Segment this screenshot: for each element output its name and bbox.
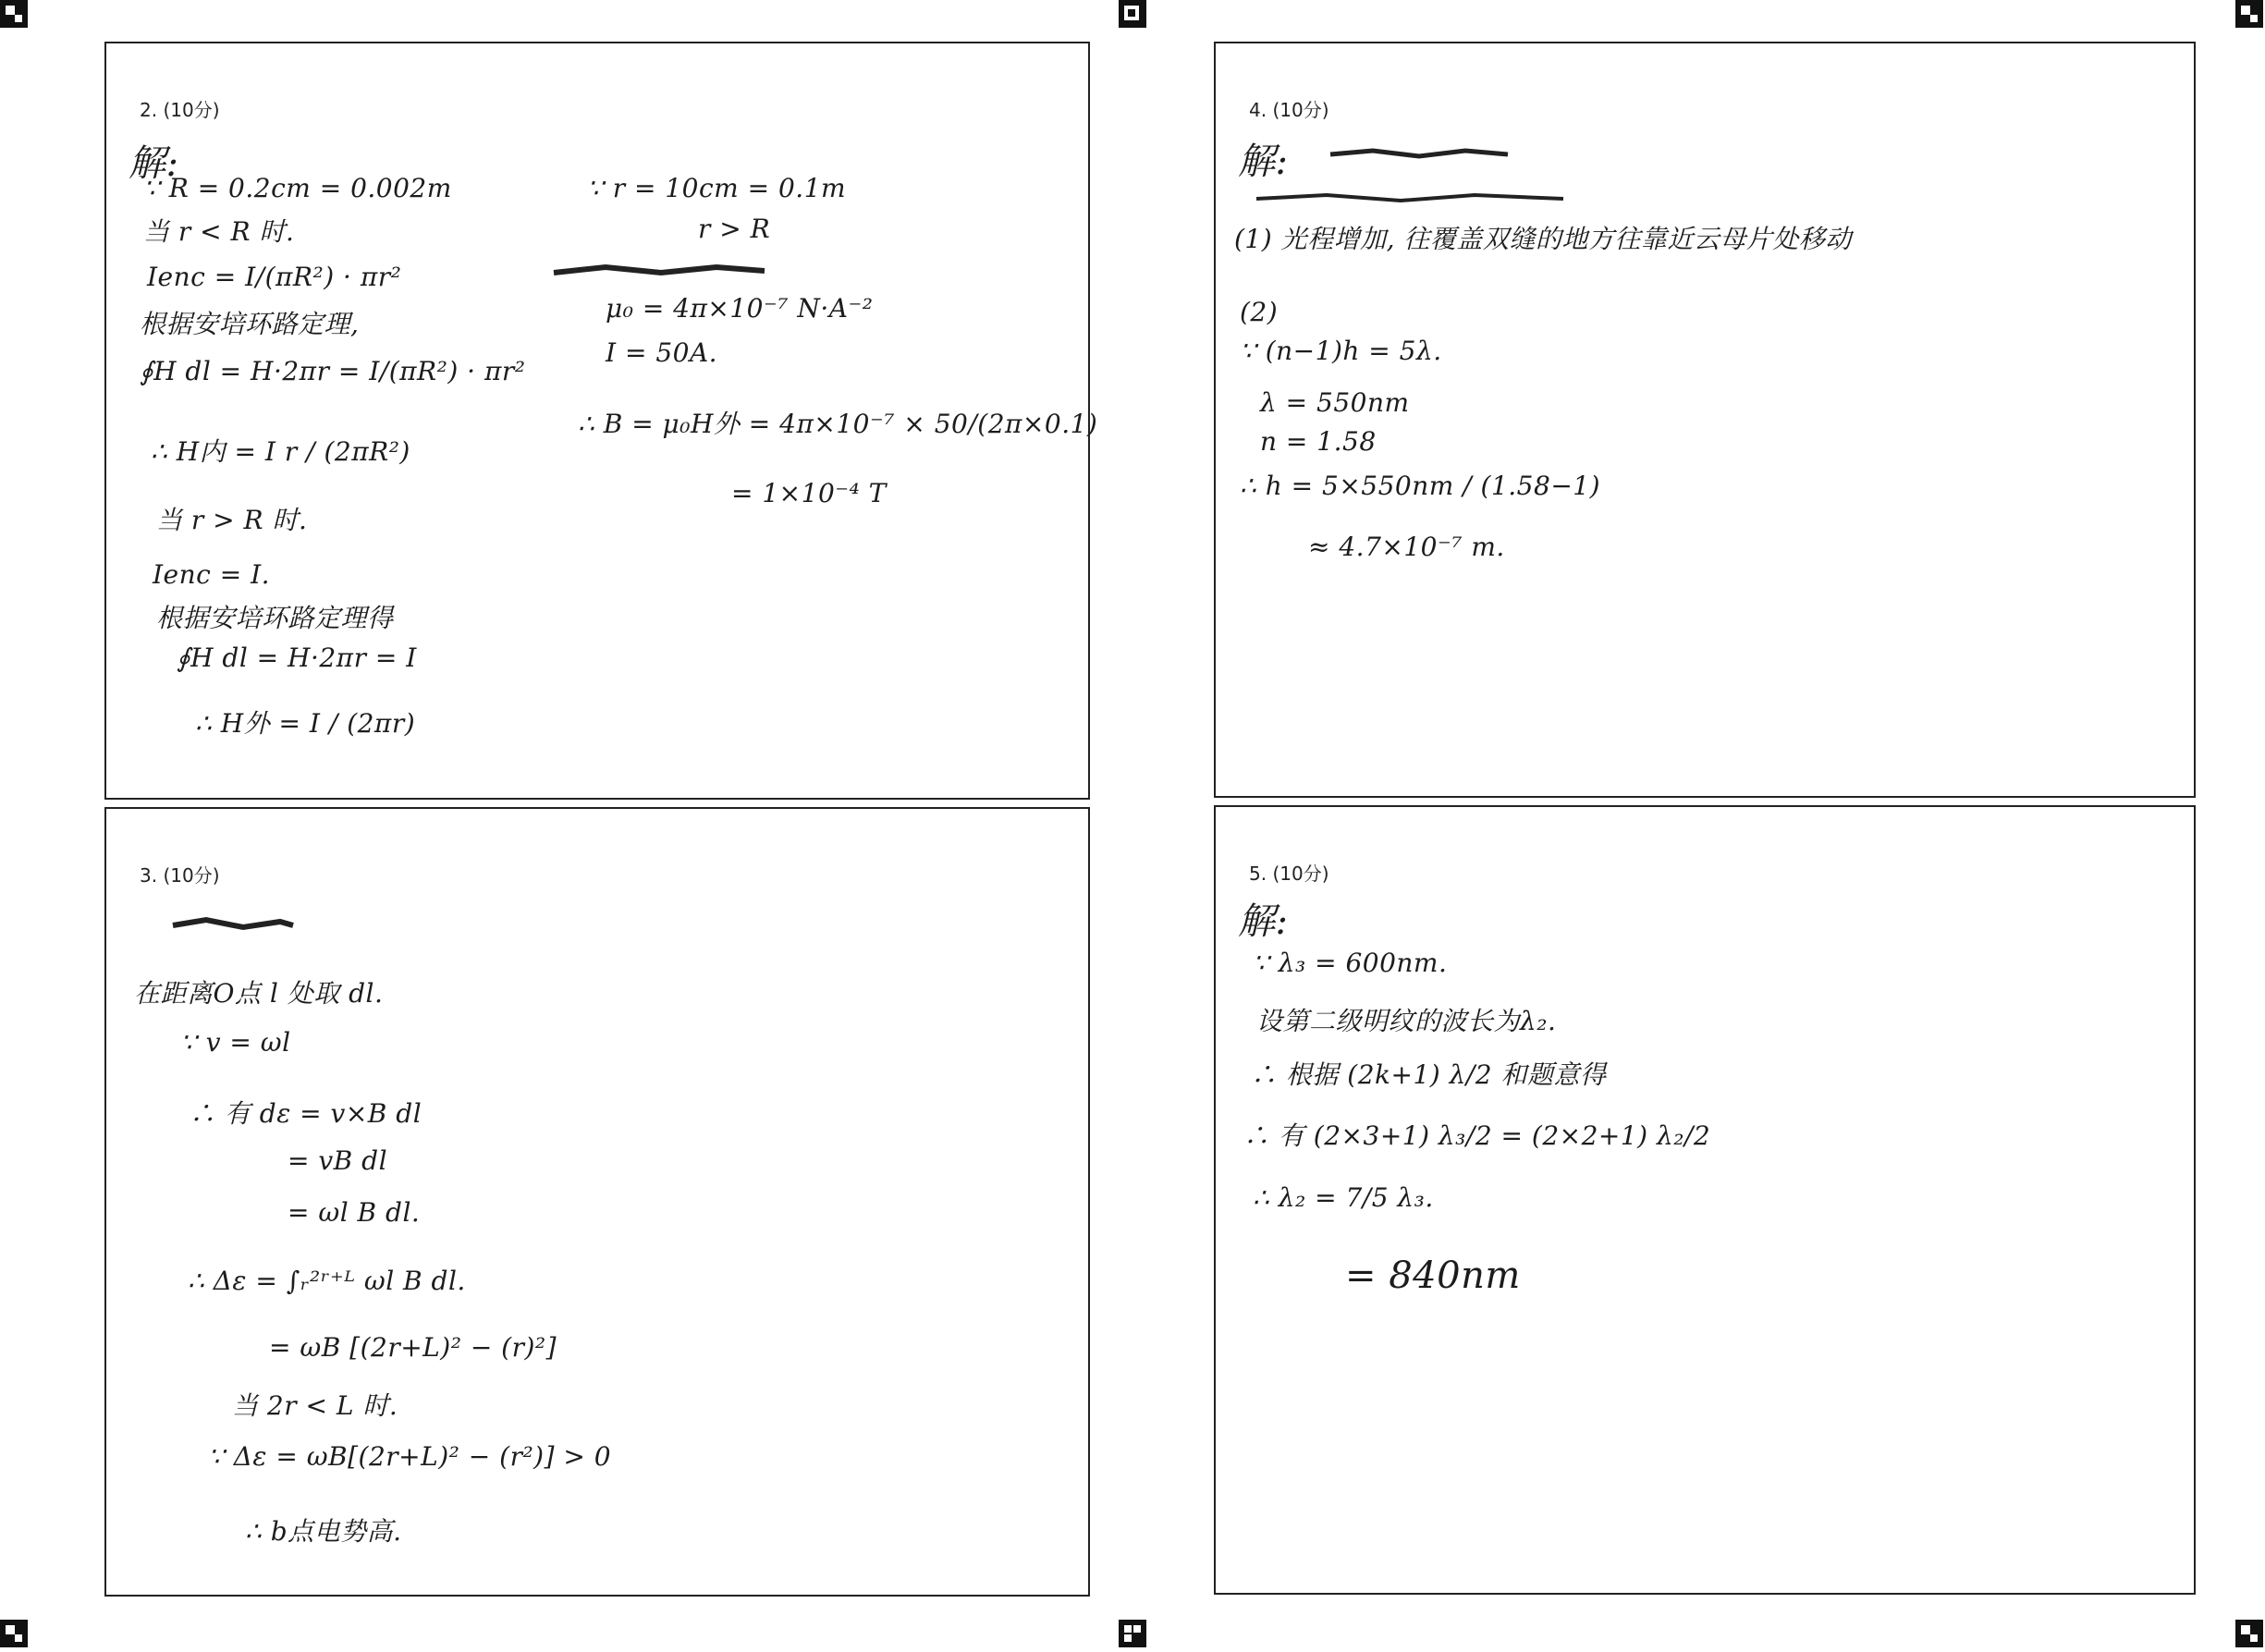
handwritten-line: = ωl B dl. <box>288 1197 421 1228</box>
handwritten-line: = 1×10⁻⁴ T <box>731 478 887 508</box>
answer-box-q3 <box>104 807 1090 1597</box>
handwritten-line: 在距离O点 l 处取 dl. <box>134 978 384 1009</box>
handwritten-line: Ienc = I/(πR²) · πr² <box>147 262 402 292</box>
handwritten-line: ∴ 有 dε = v×B dl <box>190 1098 422 1129</box>
question-label: 5. (10分) <box>1249 863 1329 885</box>
handwritten-line: = 840nm <box>1345 1254 1521 1297</box>
handwritten-line: ∴ Δε = ∫ᵣ²ʳ⁺ᴸ ωl B dl. <box>188 1266 466 1296</box>
handwritten-line: 当 r < R 时. <box>143 216 295 247</box>
handwritten-line: ∴ h = 5×550nm / (1.58−1) <box>1240 471 1601 501</box>
handwritten-line: ∴ B = μ₀H外 = 4π×10⁻⁷ × 50/(2π×0.1) <box>578 409 1098 439</box>
handwritten-line: (1) 光程增加, 往覆盖双缝的地方往靠近云母片处移动 <box>1234 224 1852 254</box>
handwritten-line: 解: <box>1238 141 1289 183</box>
crossed-out-scribble <box>1327 140 1512 167</box>
handwritten-line: ∵ R = 0.2cm = 0.002m <box>143 173 452 203</box>
handwritten-line: 根据安培环路定理得 <box>156 603 394 633</box>
handwritten-line: 根据安培环路定理, <box>140 309 360 339</box>
handwritten-line: ∴ λ₂ = 7/5 λ₃. <box>1253 1182 1434 1213</box>
registration-marker-top-center <box>1119 0 1146 28</box>
handwritten-line: (2) <box>1240 297 1279 327</box>
handwritten-line: = vB dl <box>288 1145 388 1176</box>
handwritten-line: ∵ v = ωl <box>180 1027 291 1058</box>
handwritten-line: n = 1.58 <box>1260 426 1377 457</box>
question-label: 4. (10分) <box>1249 99 1329 121</box>
registration-marker-top-right <box>2235 0 2263 28</box>
handwritten-line: λ = 550nm <box>1260 387 1410 418</box>
registration-marker-top-left <box>0 0 28 28</box>
handwritten-line: ∴ b点电势高. <box>245 1516 402 1547</box>
crossed-out-scribble <box>1253 184 1567 212</box>
answer-box-q2 <box>104 42 1098 800</box>
handwritten-line: Ienc = I. <box>153 559 271 590</box>
question-label: 2. (10分) <box>140 99 220 121</box>
handwritten-line: ∴ H外 = I / (2πr) <box>195 708 416 739</box>
answer-box-q4 <box>1214 42 2196 798</box>
handwritten-line: 解: <box>1238 900 1289 943</box>
handwritten-line: 当 r > R 时. <box>156 505 308 535</box>
handwritten-line: ∵ Δε = ωB[(2r+L)² − (r²)] > 0 <box>208 1441 612 1472</box>
registration-marker-bottom-center <box>1119 1620 1146 1647</box>
handwritten-line: ∵ λ₃ = 600nm. <box>1253 948 1448 978</box>
handwritten-line: r > R <box>698 214 771 244</box>
registration-marker-bottom-left <box>0 1620 28 1647</box>
answer-box-q5 <box>1214 805 2196 1595</box>
handwritten-line: 当 2r < L 时. <box>232 1390 398 1421</box>
handwritten-line: ∴ H内 = I r / (2πR²) <box>151 436 410 467</box>
handwritten-line: μ₀ = 4π×10⁻⁷ N·A⁻² <box>606 293 874 324</box>
handwritten-line: 设第二级明纹的波长为λ₂. <box>1256 1006 1557 1036</box>
crossed-out-scribble <box>169 911 299 938</box>
question-label: 3. (10分) <box>140 864 220 887</box>
handwritten-line: ≈ 4.7×10⁻⁷ m. <box>1308 532 1505 562</box>
handwritten-line: ∵ r = 10cm = 0.1m <box>587 173 847 203</box>
handwritten-line: ∴ 有 (2×3+1) λ₃/2 = (2×2+1) λ₂/2 <box>1243 1120 1711 1151</box>
handwritten-line: ∵ (n−1)h = 5λ. <box>1240 336 1442 366</box>
registration-marker-bottom-right <box>2235 1620 2263 1647</box>
handwritten-line: ∴ 根据 (2k+1) λ/2 和题意得 <box>1251 1059 1607 1090</box>
handwritten-line: ∮H dl = H·2πr = I <box>177 642 417 673</box>
crossed-out-scribble <box>550 256 772 284</box>
handwritten-line: I = 50A. <box>606 337 718 368</box>
handwritten-line: 解: <box>129 142 179 185</box>
handwritten-line: ∮H dl = H·2πr = I/(πR²) · πr² <box>140 356 526 386</box>
handwritten-line: = ωB [(2r+L)² − (r)²] <box>269 1332 557 1363</box>
